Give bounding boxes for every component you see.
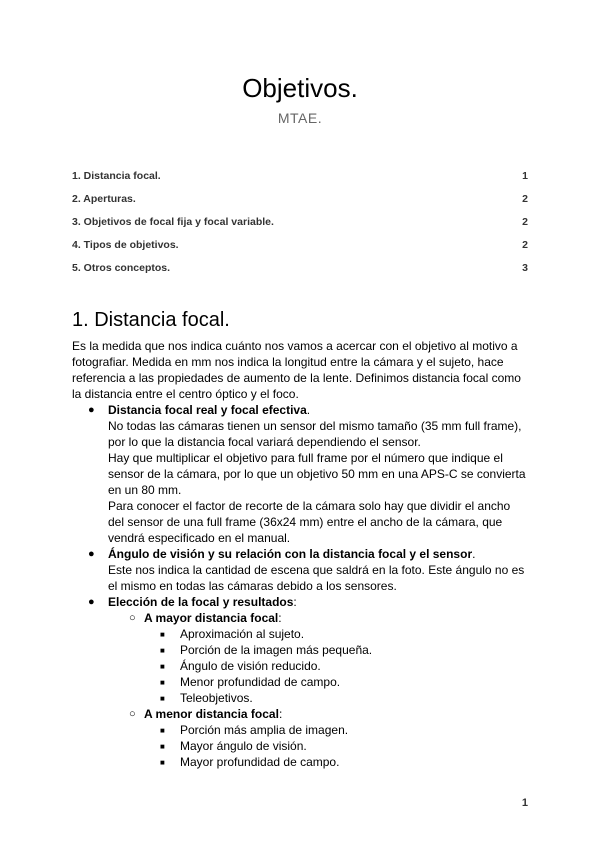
list-item bbox=[72, 642, 528, 658]
bullet-square-icon: ■ bbox=[160, 726, 165, 735]
toc-entry-label: 3. Objetivos de focal fija y focal variable. bbox=[72, 215, 274, 228]
list-item bbox=[72, 754, 528, 770]
list-item-text: Porción más amplia de imagen. bbox=[180, 723, 349, 737]
table-of-contents bbox=[72, 164, 528, 279]
bullet-square-icon: ■ bbox=[160, 646, 165, 655]
list-item bbox=[72, 674, 528, 690]
toc-entry[interactable] bbox=[72, 187, 528, 210]
toc-entry[interactable] bbox=[72, 256, 528, 279]
bullet-square-icon: ■ bbox=[160, 630, 165, 639]
bullet-title-punct: : bbox=[293, 595, 297, 609]
bullet-dot-icon: ● bbox=[88, 404, 95, 416]
bullet-square-icon: ■ bbox=[160, 694, 165, 703]
list-item bbox=[72, 626, 528, 642]
document-title: Objetivos. bbox=[242, 73, 358, 103]
toc-entry-label: 1. Distancia focal. bbox=[72, 169, 161, 182]
sub-bullet-item bbox=[72, 706, 528, 722]
sub-bullet-title-punct: : bbox=[278, 611, 282, 625]
toc-entry-page: 1 bbox=[522, 169, 528, 182]
bullet-item bbox=[72, 594, 528, 610]
bullet-text: Para conocer el factor de recorte de la cámara solo hay que dividir el ancho del sensor de una full frame (36x24 mm) entre el ancho de la cámara, que vendrá especificado en el manual. bbox=[108, 499, 511, 545]
bullet-square-icon: ■ bbox=[160, 662, 165, 671]
toc-entry-page: 2 bbox=[522, 215, 528, 228]
bullet-dot-icon: ● bbox=[88, 596, 95, 608]
sub-bullet-item bbox=[72, 610, 528, 626]
section-heading: 1. Distancia focal. bbox=[72, 309, 230, 331]
list-item bbox=[72, 658, 528, 674]
toc-entry-label: 2. Aperturas. bbox=[72, 192, 136, 205]
document-subtitle: MTAE. bbox=[277, 110, 323, 126]
bullet-square-icon: ■ bbox=[160, 742, 165, 751]
list-item-text: Teleobjetivos. bbox=[180, 691, 253, 705]
bullet-text: No todas las cámaras tienen un sensor del mismo tamaño (35 mm full frame), por lo que la distancia focal variará dependiendo el sensor. bbox=[108, 419, 522, 449]
list-item-text: Menor profundidad de campo. bbox=[180, 675, 341, 689]
toc-entry[interactable] bbox=[72, 210, 528, 233]
list-item-text: Mayor profundidad de campo. bbox=[180, 755, 340, 769]
sub-bullet-title-punct: : bbox=[278, 707, 283, 721]
list-item-text: Ángulo de visión reducido. bbox=[180, 659, 321, 673]
bullet-text: Este nos indica la cantidad de escena que saldrá en la foto. Este ángulo no es el mismo en todas las cámaras debido a los sensores. bbox=[108, 563, 525, 593]
bullet-item bbox=[72, 402, 528, 418]
toc-entry-page: 2 bbox=[522, 238, 528, 251]
intro-paragraph: Es la medida que nos indica cuánto nos vamos a acercar con el objetivo al motivo a fotografiar. Medida en mm nos indica la longitud entre la cámara y el sujeto, hace referencia a las propiedades de aumento de la lente. Definimos distancia focal como la distancia entre el centro óptico y el foco. bbox=[72, 339, 521, 401]
bullet-title: Distancia focal real y focal efectiva bbox=[108, 403, 307, 417]
bullet-title-punct: . bbox=[306, 403, 311, 417]
bullet-item bbox=[72, 546, 528, 562]
bullet-circle-icon: ○ bbox=[129, 708, 136, 720]
list-item-text: Mayor ángulo de visión. bbox=[180, 739, 307, 753]
toc-entry-page: 3 bbox=[522, 261, 528, 274]
toc-entry[interactable] bbox=[72, 164, 528, 187]
sub-bullet-title: A menor distancia focal bbox=[144, 707, 279, 721]
list-item bbox=[72, 738, 528, 754]
sub-bullet-title: A mayor distancia focal bbox=[144, 611, 279, 625]
toc-entry-label: 4. Tipos de objetivos. bbox=[72, 238, 179, 251]
list-item bbox=[72, 690, 528, 706]
list-item-text: Porción de la imagen más pequeña. bbox=[180, 643, 373, 657]
bullet-title: Ángulo de visión y su relación con la distancia focal y el sensor bbox=[108, 547, 473, 561]
bullet-title: Elección de la focal y resultados bbox=[108, 595, 294, 609]
toc-entry[interactable] bbox=[72, 233, 528, 256]
bullet-circle-icon: ○ bbox=[129, 612, 136, 624]
toc-entry-page: 2 bbox=[522, 192, 528, 205]
bullet-square-icon: ■ bbox=[160, 678, 165, 687]
page-number: 1 bbox=[521, 797, 528, 809]
section-body bbox=[72, 338, 528, 770]
bullet-dot-icon: ● bbox=[88, 548, 95, 560]
bullet-title-punct: . bbox=[472, 547, 476, 561]
list-item bbox=[72, 722, 528, 738]
list-item-text: Aproximación al sujeto. bbox=[180, 627, 305, 641]
toc-entry-label: 5. Otros conceptos. bbox=[72, 261, 171, 274]
bullet-text: Hay que multiplicar el objetivo para full frame por el número que indique el sensor de la cámara, por lo que un objetivo 50 mm en una APS-C se convierta en un 80 mm. bbox=[108, 451, 526, 497]
bullet-square-icon: ■ bbox=[160, 758, 165, 767]
